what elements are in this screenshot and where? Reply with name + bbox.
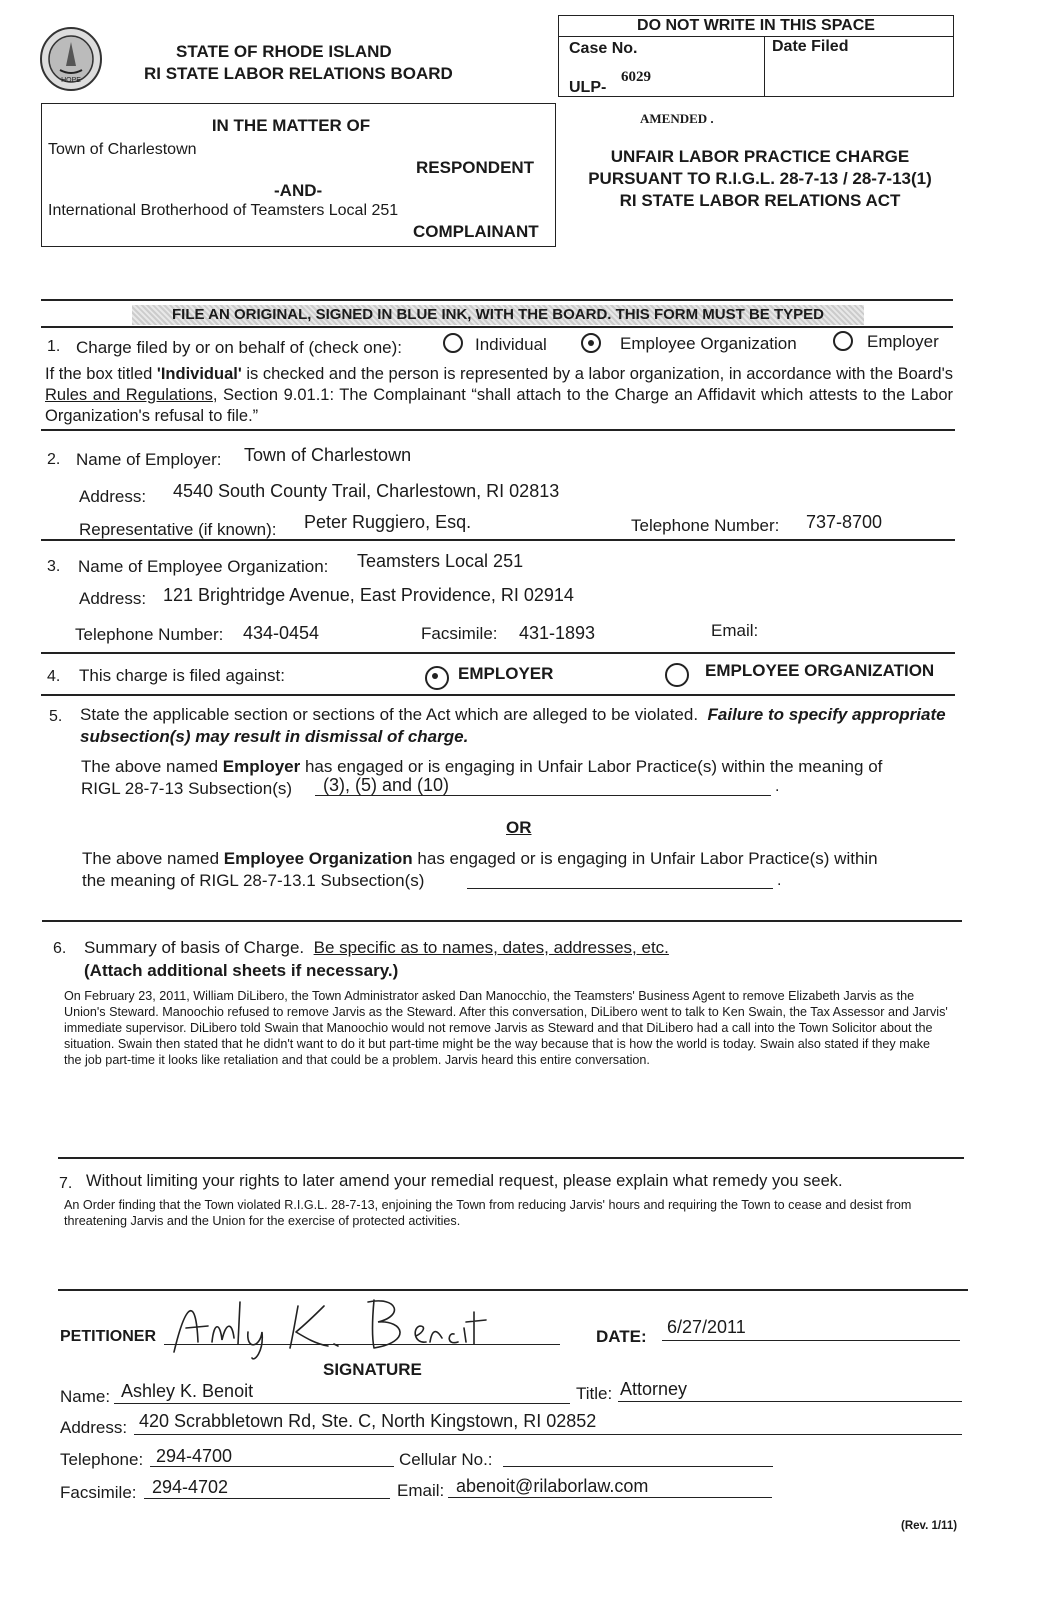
- name-value: Ashley K. Benoit: [121, 1381, 254, 1401]
- org-address-label: Address:: [79, 589, 147, 608]
- option-against-employee-organization: EMPLOYEE ORGANIZATION: [705, 661, 935, 680]
- instruction-text: FILE AN ORIGINAL, SIGNED IN BLUE INK, WITH THE BOARD. THIS FORM MUST BE TYPED: [172, 306, 824, 323]
- respondent-name: Town of Charlestown: [48, 141, 197, 158]
- case-number: 6029: [621, 69, 651, 85]
- q1-note-part3: , Section 9.01.1: The Complainant “shall attach to the Charge an Affidavit which attests to the Labor Organization's refusal to file.”: [45, 386, 953, 425]
- office-box-title: DO NOT WRITE IN THIS SPACE: [559, 16, 953, 37]
- petitioner-address-value: 420 Scrabbletown Rd, Ste. C, North Kingstown, RI 02852: [139, 1411, 597, 1431]
- charge-title: [555, 146, 965, 212]
- amended-stamp: AMENDED .: [640, 111, 714, 126]
- q5-intro-text: State the applicable section or sections of the Act which are alleged to be violated.: [80, 705, 699, 724]
- petitioner-phone-value: 294-4700: [156, 1446, 233, 1466]
- petitioner-email-label: Email:: [397, 1481, 445, 1500]
- q5-number: 5.: [49, 708, 63, 725]
- radio-against-employer[interactable]: [425, 666, 449, 690]
- matter-box: [41, 103, 556, 247]
- org-subsection-label: the meaning of RIGL 28-7-13.1 Subsection(s): [82, 871, 425, 890]
- q1-note: [45, 364, 953, 427]
- q1-number: 1.: [47, 338, 61, 355]
- q6-label: [84, 938, 669, 958]
- complainant-name: International Brotherhood of Teamsters Local 251: [48, 202, 399, 219]
- q6-attach-note: (Attach additional sheets if necessary.): [84, 961, 399, 980]
- employer-phone-value: 737-8700: [806, 512, 883, 532]
- office-use-box: [558, 15, 954, 97]
- petitioner-email-value: abenoit@rilaborlaw.com: [456, 1476, 649, 1496]
- remedy-text: An Order finding that the Town violated R.I.G.L. 28-7-13, enjoining the Town from reducing Jarvis' hours and requiring the Town to cease and desist from threatening Jarvis and the Union for the exercise of protected activities.: [64, 1198, 912, 1228]
- org-fax-value: 431-1893: [519, 623, 596, 643]
- rules-link: Rules and Regulations: [45, 386, 213, 404]
- employer-subsection-label: RIGL 28-7-13 Subsection(s): [81, 779, 293, 798]
- revision-note: (Rev. 1/11): [901, 1520, 958, 1532]
- employer-address-label: Address:: [79, 487, 147, 506]
- instruction-banner: [132, 305, 864, 325]
- and-label: -AND-: [274, 181, 323, 200]
- employer-phone-label: Telephone Number:: [631, 516, 780, 535]
- employer-violation-part1: The above named: [81, 757, 223, 776]
- petitioner-address-label: Address:: [60, 1418, 128, 1437]
- complainant-label: COMPLAINANT: [413, 222, 539, 241]
- signature-label: SIGNATURE: [323, 1360, 422, 1379]
- q7-number: 7.: [59, 1175, 73, 1192]
- q2-number: 2.: [47, 451, 61, 468]
- matter-title-text: IN THE MATTER OF: [211, 116, 371, 135]
- employer-violation-bold: Employer: [222, 757, 301, 776]
- q4-number: 4.: [47, 668, 61, 685]
- org-address-value: 121 Brightridge Avenue, East Providence, RI 02914: [163, 585, 574, 605]
- petitioner-label: PETITIONER: [60, 1328, 157, 1345]
- title-value: Attorney: [620, 1379, 688, 1399]
- org-violation-part1: The above named: [82, 849, 224, 868]
- q1-label: Charge filed by or on behalf of (check one):: [76, 338, 403, 357]
- q6-label-underlined: Be specific as to names, dates, addresses, etc.: [313, 938, 669, 957]
- title-label: Title:: [576, 1384, 613, 1403]
- employer-violation: [81, 756, 961, 800]
- org-violation-bold: Employee Organization: [223, 849, 413, 868]
- date-filed-label: Date Filed: [772, 38, 849, 55]
- radio-employer[interactable]: [833, 331, 853, 351]
- board-name: RI STATE LABOR RELATIONS BOARD: [144, 64, 453, 83]
- org-phone-label: Telephone Number:: [75, 625, 224, 644]
- org-violation-part2: has engaged or is engaging in Unfair Labor Practice(s) within: [412, 849, 878, 868]
- option-against-employer: EMPLOYER: [458, 664, 554, 683]
- case-no-label: Case No.: [569, 40, 638, 57]
- q1-note-part1: If the box titled: [45, 365, 157, 383]
- or-divider: OR: [506, 818, 532, 837]
- org-email-label: Email:: [711, 621, 759, 640]
- matter-title: [42, 116, 554, 136]
- employer-value: Town of Charlestown: [244, 445, 412, 465]
- name-label: Name:: [60, 1387, 111, 1406]
- petitioner-phone-label: Telephone:: [60, 1450, 144, 1469]
- charge-title-line-1: UNFAIR LABOR PRACTICE CHARGE: [610, 147, 910, 166]
- case-prefix: ULP-: [569, 79, 607, 96]
- state-name: STATE OF RHODE ISLAND: [176, 42, 392, 61]
- q1-note-bold: 'Individual': [156, 365, 242, 383]
- representative-label: Representative (if known):: [79, 520, 277, 539]
- employer-subsections-value: (3), (5) and (10): [323, 775, 450, 795]
- employer-address-value: 4540 South County Trail, Charlestown, RI 02813: [173, 481, 560, 501]
- representative-value: Peter Ruggiero, Esq.: [304, 512, 472, 532]
- petitioner-fax-value: 294-4702: [152, 1477, 229, 1497]
- q1-note-part2: is checked and the person is represented by a labor organization, in accordance with the Board's: [241, 365, 954, 383]
- seal-motto: HOPE: [61, 77, 81, 84]
- charge-summary: On February 23, 2011, William DiLibero, the Town Administrator asked Dan Manocchio, the Teamsters' Business Agent to remove Elizabeth Jarvis as the Union's Steward. Manoochio refused to remove Jarvis as the Steward. After this conversation, DiLibero went to talk to Ken Swain, the Tax Assessor and Jarvis' immediate supervisor. DiLibero told Swain that Manoochio would not remove Jarvis as Steward and that DiLibero had a call into the Town Solicitor about the situation. Swain then stated that he didn't want to do it but part-time might be the way because that is how the world is today. Swain also stated if they make the job part-time it looks like retaliation and that could be a problem. Jarvis heard this entire conversation.: [64, 989, 948, 1067]
- org-label: Name of Employee Organization:: [78, 557, 329, 576]
- date-value: 6/27/2011: [667, 1317, 746, 1337]
- org-violation: [82, 848, 962, 892]
- org-fax-label: Facsimile:: [421, 624, 498, 643]
- q6-number: 6.: [53, 940, 67, 957]
- respondent-label: RESPONDENT: [416, 158, 535, 177]
- org-value: Teamsters Local 251: [357, 551, 524, 571]
- q4-label: This charge is filed against:: [79, 666, 285, 685]
- org-phone-value: 434-0454: [243, 623, 320, 643]
- employer-label: Name of Employer:: [76, 450, 222, 469]
- radio-employee-organization[interactable]: [581, 333, 601, 353]
- q5-warning: Failure to specify appropriate subsection(s) may result in dismissal of charge.: [80, 705, 946, 746]
- state-seal-icon: [38, 26, 104, 92]
- cellular-label: Cellular No.:: [399, 1450, 493, 1469]
- q7-label: Without limiting your rights to later amend your remedial request, please explain what remedy you seek.: [86, 1172, 843, 1190]
- date-label: DATE:: [596, 1327, 647, 1346]
- radio-against-employee-organization[interactable]: [665, 663, 689, 687]
- employer-violation-part2: has engaged or is engaging in Unfair Labor Practice(s) within the meaning of: [300, 757, 883, 776]
- option-individual: Individual: [475, 335, 547, 354]
- charge-title-line-3: RI STATE LABOR RELATIONS ACT: [619, 191, 901, 210]
- option-employer: Employer: [867, 332, 939, 351]
- radio-individual[interactable]: [443, 333, 463, 353]
- q6-label-text: Summary of basis of Charge.: [84, 938, 305, 957]
- petitioner-fax-label: Facsimile:: [60, 1483, 137, 1502]
- petitioner-signature: [168, 1292, 498, 1364]
- q5-intro: [80, 704, 960, 748]
- q3-number: 3.: [47, 558, 61, 575]
- option-employee-organization: Employee Organization: [620, 334, 797, 353]
- charge-title-line-2: PURSUANT TO R.I.G.L. 28-7-13 / 28-7-13(1): [588, 169, 932, 188]
